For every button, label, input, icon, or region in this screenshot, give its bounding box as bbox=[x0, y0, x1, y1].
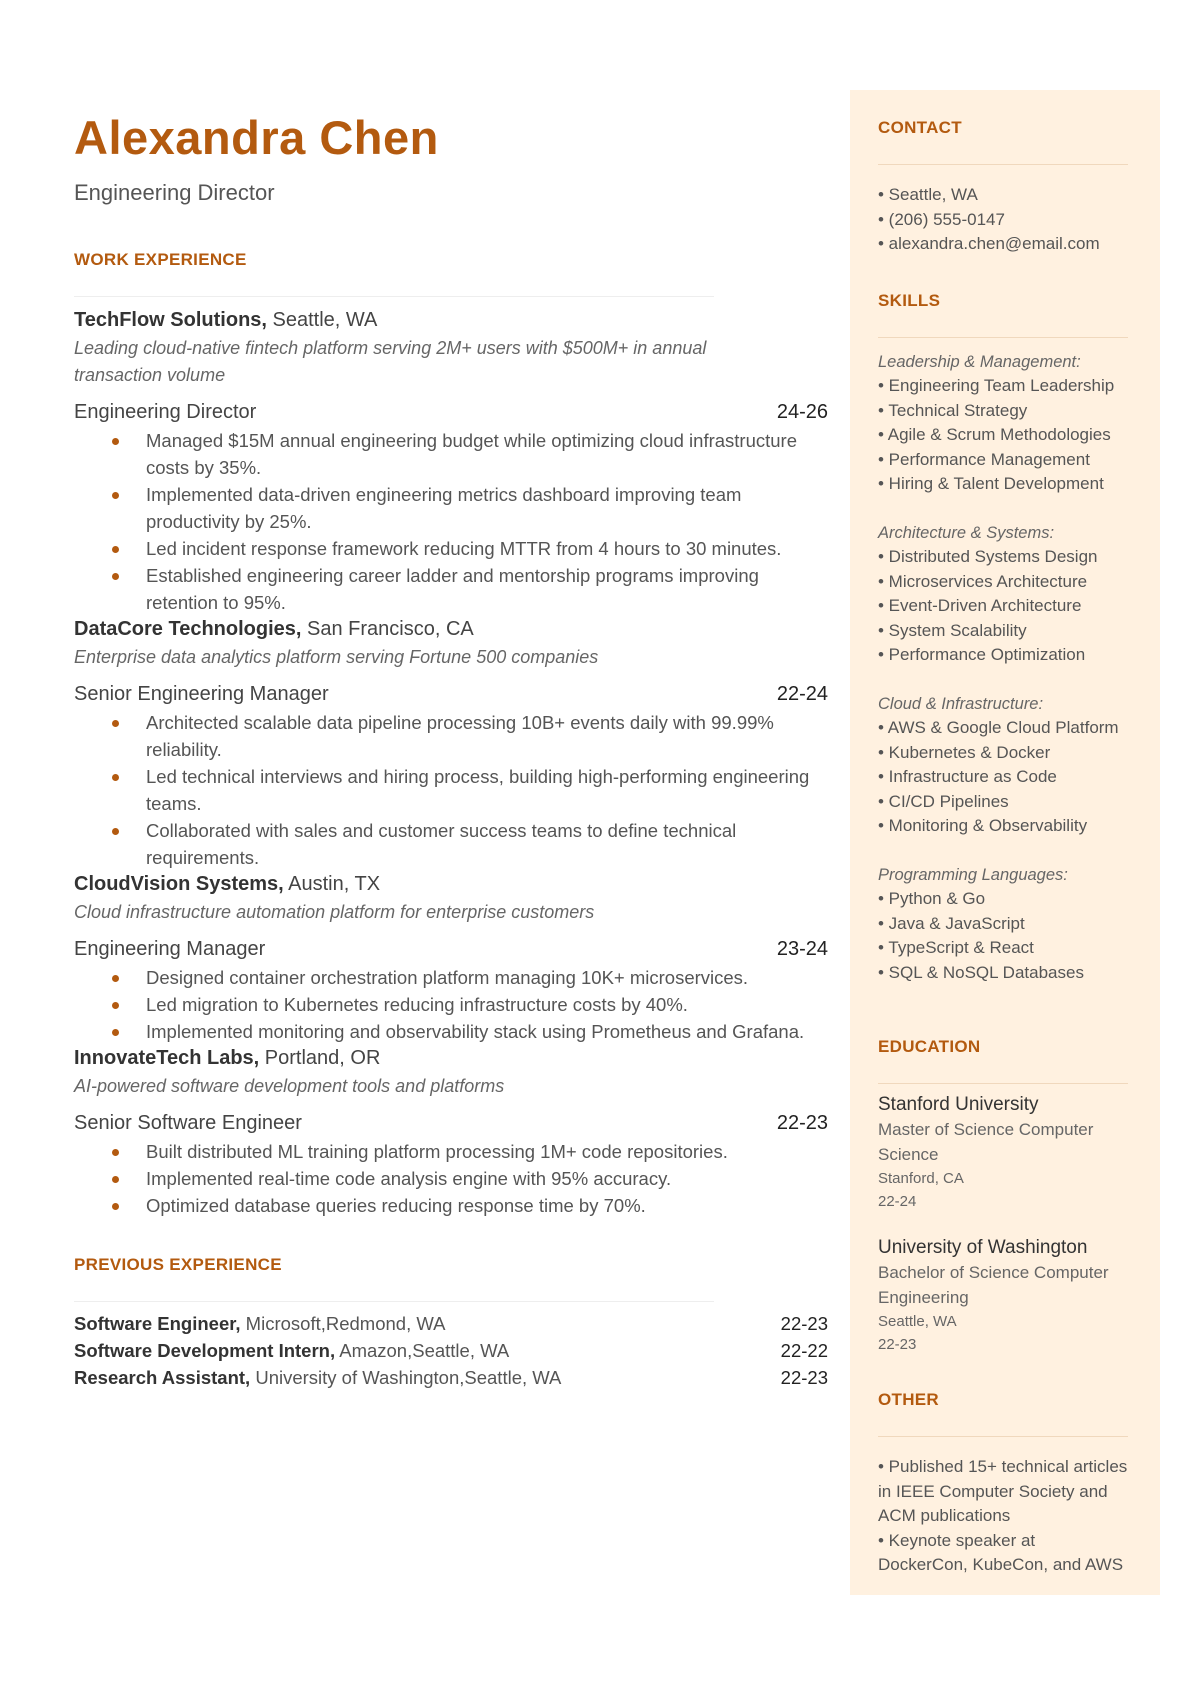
company-name: DataCore Technologies, bbox=[74, 618, 302, 641]
company-description: Leading cloud-native fintech platform serving 2M+ users with $500M+ in annual transaction volume bbox=[74, 338, 707, 386]
previous-role-org: Amazon,Seattle, WA bbox=[335, 1340, 510, 1362]
other-list bbox=[878, 1455, 1128, 1578]
role-title: Engineering Manager bbox=[74, 938, 266, 961]
previous-role-row bbox=[74, 1337, 828, 1364]
skill-item: • Microservices Architecture bbox=[878, 571, 1088, 591]
skill-category: Leadership & Management: bbox=[878, 352, 1081, 371]
education-dates: 22-23 bbox=[878, 1336, 917, 1353]
education-degree: Master of Science Computer Science bbox=[878, 1120, 1094, 1164]
skill-category: Cloud & Infrastructure: bbox=[878, 694, 1044, 713]
skill-item: • Technical Strategy bbox=[878, 400, 1028, 420]
education-location: Stanford, CA bbox=[878, 1170, 964, 1187]
education-school: University of Washington bbox=[878, 1237, 1088, 1258]
previous-role-row bbox=[74, 1364, 828, 1391]
job-entry bbox=[74, 307, 828, 616]
achievement-list bbox=[74, 1138, 828, 1219]
previous-role-title: Software Engineer, bbox=[74, 1313, 241, 1335]
skill-item: • Infrastructure as Code bbox=[878, 767, 1057, 786]
role-row bbox=[74, 399, 828, 425]
skill-list bbox=[878, 545, 1128, 668]
achievement-item: Implemented monitoring and observability stack using Prometheus and Grafana. bbox=[146, 1018, 828, 1045]
contact-email: • alexandra.chen@email.com bbox=[878, 234, 1100, 253]
skill-item: • Python & Go bbox=[878, 889, 986, 908]
skill-item: • SQL & NoSQL Databases bbox=[878, 962, 1084, 982]
achievement-item: Designed container orchestration platform managing 10K+ microservices. bbox=[146, 964, 828, 991]
other-heading: OTHER bbox=[878, 1390, 1128, 1437]
achievement-item: Managed $15M annual engineering budget while optimizing cloud infrastructure costs by 35%. bbox=[146, 427, 828, 481]
skills-block bbox=[878, 350, 1128, 986]
role-title: Senior Engineering Manager bbox=[74, 683, 329, 706]
company-name: InnovateTech Labs, bbox=[74, 1047, 260, 1070]
company-location: Portland, OR bbox=[259, 1047, 381, 1070]
previous-role-org: Microsoft,Redmond, WA bbox=[240, 1313, 446, 1335]
company-line bbox=[74, 616, 828, 642]
contact-location: • Seattle, WA bbox=[878, 185, 978, 204]
candidate-title: Engineering Director bbox=[74, 180, 275, 206]
role-dates: 22-24 bbox=[776, 683, 828, 706]
job-entry bbox=[74, 871, 828, 1045]
previous-role-dates: 22-22 bbox=[780, 1340, 828, 1362]
previous-role-title: Research Assistant, bbox=[74, 1367, 251, 1389]
company-name: TechFlow Solutions, bbox=[74, 309, 267, 332]
education-dates: 22-24 bbox=[878, 1193, 917, 1210]
sidebar-content bbox=[878, 118, 1128, 1578]
skill-item: • System Scalability bbox=[878, 620, 1027, 640]
contact-list bbox=[878, 183, 1128, 257]
skill-item: • Monitoring & Observability bbox=[878, 816, 1088, 835]
role-row bbox=[74, 936, 828, 962]
job-entry bbox=[74, 1045, 828, 1219]
achievement-item: Optimized database queries reducing response time by 70%. bbox=[146, 1192, 828, 1219]
previous-role-title: Software Development Intern, bbox=[74, 1340, 336, 1362]
achievement-list bbox=[74, 964, 828, 1045]
company-description: Enterprise data analytics platform serving Fortune 500 companies bbox=[74, 647, 599, 668]
previous-role-row bbox=[74, 1310, 828, 1337]
achievement-item: Collaborated with sales and customer success teams to define technical requirements. bbox=[146, 817, 828, 871]
achievement-list bbox=[74, 427, 828, 616]
achievement-item: Built distributed ML training platform processing 1M+ code repositories. bbox=[146, 1138, 828, 1165]
education-entry bbox=[878, 1235, 1128, 1356]
skills-heading: SKILLS bbox=[878, 291, 1128, 338]
job-entry bbox=[74, 616, 828, 871]
previous-experience-list bbox=[74, 1310, 828, 1391]
job-list bbox=[74, 307, 828, 1219]
role-dates: 22-23 bbox=[776, 1112, 828, 1135]
achievement-item: Led incident response framework reducing MTTR from 4 hours to 30 minutes. bbox=[146, 535, 828, 562]
education-block bbox=[878, 1092, 1128, 1356]
company-location: Seattle, WA bbox=[266, 309, 378, 332]
contact-phone: • (206) 555-0147 bbox=[878, 209, 1005, 229]
company-description: Cloud infrastructure automation platform for enterprise customers bbox=[74, 902, 595, 923]
achievement-item: Architected scalable data pipeline processing 10B+ events daily with 99.99% reliability. bbox=[146, 709, 828, 763]
previous-role-org: University of Washington,Seattle, WA bbox=[250, 1367, 562, 1389]
skill-item: • Performance Optimization bbox=[878, 645, 1086, 664]
achievement-item: Established engineering career ladder and mentorship programs improving retention to 95%. bbox=[146, 562, 828, 616]
company-line bbox=[74, 307, 828, 333]
skill-item: • Kubernetes & Docker bbox=[878, 742, 1051, 762]
skill-list bbox=[878, 887, 1128, 985]
skill-item: • Performance Management bbox=[878, 449, 1090, 469]
skill-list bbox=[878, 716, 1128, 839]
company-location: San Francisco, CA bbox=[301, 618, 474, 641]
skill-item: • Java & JavaScript bbox=[878, 913, 1025, 933]
role-dates: 24-26 bbox=[776, 401, 828, 424]
skill-category: Architecture & Systems: bbox=[878, 523, 1055, 542]
previous-experience-heading: PREVIOUS EXPERIENCE bbox=[74, 1255, 714, 1302]
other-item: • Keynote speaker at DockerCon, KubeCon, and AWS bbox=[878, 1530, 1124, 1574]
role-dates: 23-24 bbox=[776, 938, 828, 961]
company-line bbox=[74, 871, 828, 897]
achievement-item: Led technical interviews and hiring process, building high-performing engineering teams. bbox=[146, 763, 828, 817]
company-description: AI-powered software development tools and platforms bbox=[74, 1076, 505, 1097]
skill-item: • AWS & Google Cloud Platform bbox=[878, 718, 1119, 737]
contact-heading: CONTACT bbox=[878, 118, 1128, 165]
skill-list bbox=[878, 374, 1128, 497]
work-experience-heading: WORK EXPERIENCE bbox=[74, 250, 714, 297]
achievement-item: Led migration to Kubernetes reducing infrastructure costs by 40%. bbox=[146, 991, 828, 1018]
skill-item: • Engineering Team Leadership bbox=[878, 376, 1115, 395]
skill-item: • Distributed Systems Design bbox=[878, 547, 1098, 566]
education-entry bbox=[878, 1092, 1128, 1213]
candidate-name: Alexandra Chen bbox=[74, 111, 439, 164]
education-degree: Bachelor of Science Computer Engineering bbox=[878, 1263, 1109, 1307]
previous-role-dates: 22-23 bbox=[780, 1367, 828, 1389]
role-title: Senior Software Engineer bbox=[74, 1112, 302, 1135]
role-row bbox=[74, 1110, 828, 1136]
skill-item: • Hiring & Talent Development bbox=[878, 474, 1104, 493]
skill-item: • Agile & Scrum Methodologies bbox=[878, 425, 1111, 444]
main-column bbox=[74, 110, 828, 1391]
company-name: CloudVision Systems, bbox=[74, 873, 284, 896]
education-school: Stanford University bbox=[878, 1094, 1039, 1115]
previous-role-dates: 22-23 bbox=[780, 1313, 828, 1335]
achievement-item: Implemented real-time code analysis engine with 95% accuracy. bbox=[146, 1165, 828, 1192]
role-title: Engineering Director bbox=[74, 401, 257, 424]
achievement-item: Implemented data-driven engineering metrics dashboard improving team productivity by 25%. bbox=[146, 481, 828, 535]
role-row bbox=[74, 681, 828, 707]
company-location: Austin, TX bbox=[283, 873, 381, 896]
achievement-list bbox=[74, 709, 828, 871]
skill-item: • TypeScript & React bbox=[878, 938, 1034, 957]
education-heading: EDUCATION bbox=[878, 1037, 1128, 1084]
education-location: Seattle, WA bbox=[878, 1313, 957, 1330]
skill-item: • CI/CD Pipelines bbox=[878, 791, 1009, 811]
other-item: • Published 15+ technical articles in IEEE Computer Society and ACM publications bbox=[878, 1457, 1128, 1525]
company-line bbox=[74, 1045, 828, 1071]
skill-item: • Event-Driven Architecture bbox=[878, 596, 1082, 615]
skill-category: Programming Languages: bbox=[878, 865, 1068, 884]
